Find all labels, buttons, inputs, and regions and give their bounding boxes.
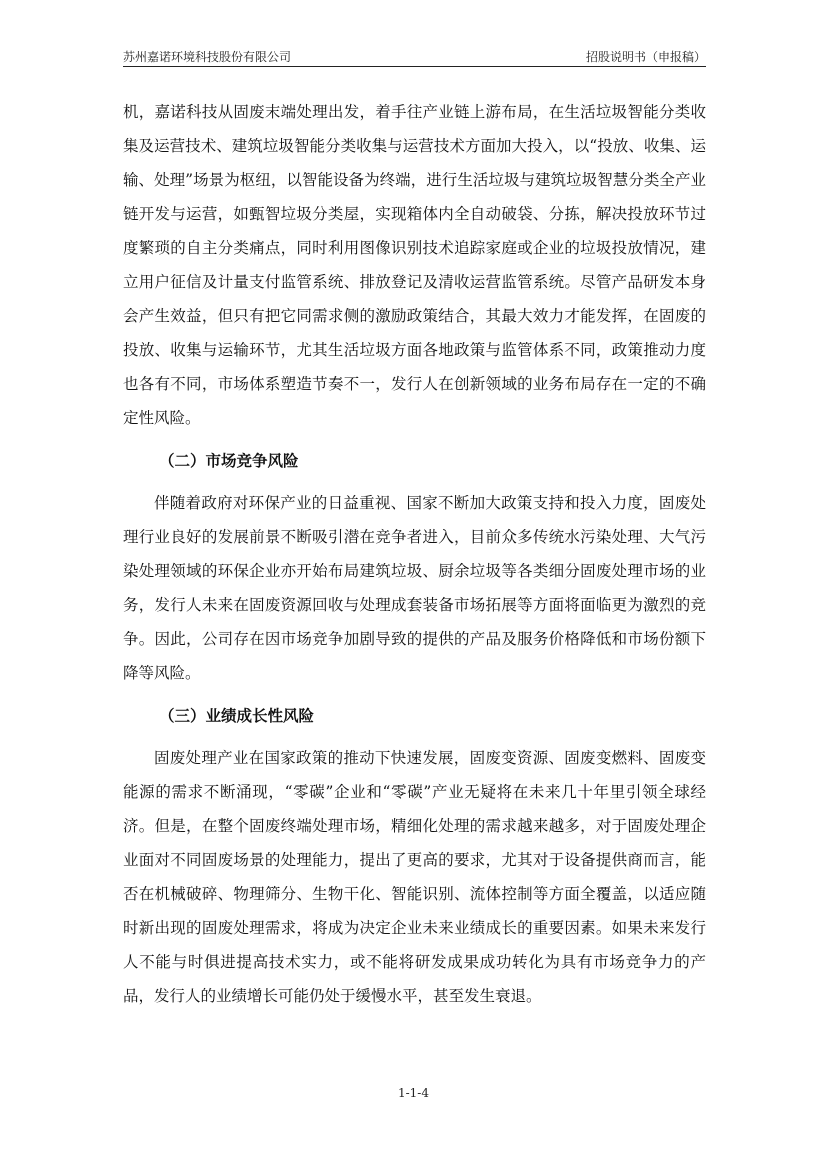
paragraph-performance-growth: 固废处理产业在国家政策的推动下快速发展，固废变资源、固废变燃料、固废变能源的需求不断涌现，“零碳”企业和“零碳”产业无疑将在未来几十年里引领全球经济。但是，在整个固废终端处理市场，精细化处理的需求越来越多，对于固废处理企业面对不同固废场景的处理能力，提出了更高的要求，尤其对于设备提供商而言，能否在机械破碎、物理筛分、生物干化、智能识别、流体控制等方面全覆盖，以适应随时新出现的固废处理需求，将成为决定企业未来业绩成长的重要因素。如果未来发行人不能与时俱进提高技术实力，或不能将研发成果成功转化为具有市场竞争力的产品，发行人的业绩增长可能仍处于缓慢水平，甚至发生衰退。 [123,749,706,1005]
main-content [123,95,706,1013]
section-title-market-competition: （二）市场竞争风险 [159,452,299,470]
header-document-title: 招股说明书（申报稿） [585,50,706,64]
page-number: 1-1-4 [397,1086,429,1100]
header-company-name: 苏州嘉诺环境科技股份有限公司 [123,50,292,64]
section-title-performance-growth: （三）业绩成长性风险 [159,707,315,725]
page-header [123,44,706,67]
paragraph-continued: 机，嘉诺科技从固废末端处理出发，着手往产业链上游布局，在生活垃圾智能分类收集及运营技术、建筑垃圾智能分类收集与运营技术方面加大投入，以“投放、收集、运输、处理”场景为枢纽，以智能设备为终端，进行生活垃圾与建筑垃圾智慧分类全产业链开发与运营，如甄智垃圾分类屋，实现箱体内全自动破袋、分拣，解决投放环节过度繁琐的自主分类痛点，同时利用图像识别技术追踪家庭或企业的垃圾投放情况，建立用户征信及计量支付监管系统、排放登记及清收运营监管系统。尽管产品研发本身会产生效益，但只有把它同需求侧的激励政策结合，其最大效力才能发挥，在固废的投放、收集与运输环节，尤其生活垃圾方面各地政策与监管体系不同，政策推动力度也各有不同，市场体系塑造节奏不一，发行人在创新领域的业务布局存在一定的不确定性风险。 [123,103,706,427]
paragraph-market-competition: 伴随着政府对环保产业的日益重视、国家不断加大政策支持和投入力度，固废处理行业良好的发展前景不断吸引潜在竞争者进入，目前众多传统水污染处理、大气污染处理领域的环保企业亦开始布局建筑垃圾、厨余垃圾等各类细分固废处理市场的业务，发行人未来在固废资源回收与处理成套装备市场拓展等方面将面临更为激烈的竞争。因此，公司存在因市场竞争加剧导致的提供的产品及服务价格降低和市场份额下降等风险。 [123,494,706,682]
